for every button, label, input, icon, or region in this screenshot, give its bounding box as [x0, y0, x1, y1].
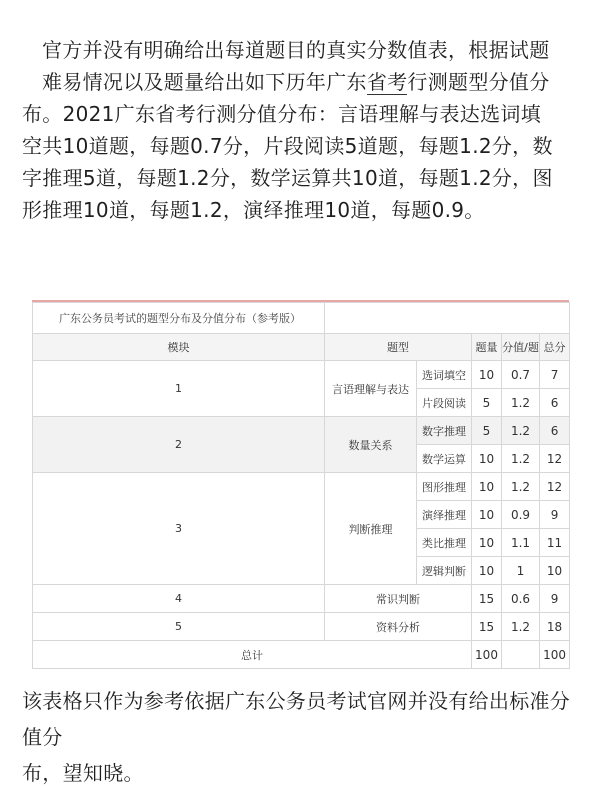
table-header-row [33, 334, 570, 361]
type-cell: 图形推理 [417, 473, 472, 501]
count-cell: 15 [472, 613, 502, 641]
total-label: 总计 [33, 641, 472, 669]
count-cell: 5 [472, 389, 502, 417]
header-total: 总分 [540, 334, 570, 361]
table-row [33, 417, 570, 445]
intro-line-2a: 难易情况以及题量给出如下历年广东 [42, 70, 367, 94]
total-cell: 10 [540, 557, 570, 585]
group-cell: 常识判断 [325, 585, 472, 613]
count-cell: 10 [472, 473, 502, 501]
intro-line-2b: 行测题型分值分 [407, 70, 550, 94]
type-cell: 类比推理 [417, 529, 472, 557]
group-cell: 判断推理 [325, 473, 417, 585]
score-table-image [32, 300, 569, 674]
module-cell: 2 [33, 417, 325, 473]
value-cell: 0.7 [502, 361, 540, 389]
total-cell: 6 [540, 389, 570, 417]
value-cell: 1 [502, 557, 540, 585]
count-cell: 15 [472, 585, 502, 613]
header-type: 题型 [325, 334, 472, 361]
module-cell: 4 [33, 585, 325, 613]
count-cell: 10 [472, 557, 502, 585]
value-cell: 1.2 [502, 613, 540, 641]
header-value: 分值/题 [502, 334, 540, 361]
total-cell: 7 [540, 361, 570, 389]
intro-paragraph [22, 34, 582, 226]
value-cell: 1.2 [502, 473, 540, 501]
intro-line-4: 空共10道题，每题0.7分，片段阅读5道题，每题1.2分，数 [22, 134, 553, 158]
value-cell: 1.1 [502, 529, 540, 557]
value-cell: 1.2 [502, 389, 540, 417]
type-cell: 数学运算 [417, 445, 472, 473]
module-cell: 3 [33, 473, 325, 585]
value-cell: 1.2 [502, 417, 540, 445]
outro-line-1: 该表格只作为参考依据广东公务员考试官网并没有给出标准分值分 [22, 689, 571, 749]
intro-line-6: 形推理10道，每题1.2，演绎推理10道，每题0.9。 [22, 198, 485, 222]
module-cell: 1 [33, 361, 325, 417]
table-row [33, 361, 570, 389]
total-cell: 11 [540, 529, 570, 557]
outro-line-2: 布，望知晓。 [22, 761, 144, 785]
group-cell: 数量关系 [325, 417, 417, 473]
group-cell: 言语理解与表达 [325, 361, 417, 417]
table-row [33, 585, 570, 613]
group-cell: 资料分析 [325, 613, 472, 641]
intro-line-1: 官方并没有明确给出每道题目的真实分数值表，根据试题 [42, 38, 550, 62]
value-cell: 0.6 [502, 585, 540, 613]
total-cell: 9 [540, 585, 570, 613]
table-caption-row [33, 303, 570, 334]
count-cell: 10 [472, 361, 502, 389]
table-row [33, 613, 570, 641]
total-count: 100 [472, 641, 502, 669]
type-cell: 选词填空 [417, 361, 472, 389]
count-cell: 10 [472, 501, 502, 529]
province-exam-link[interactable]: 省考 [366, 70, 408, 94]
type-cell: 数字推理 [417, 417, 472, 445]
intro-line-2 [22, 66, 582, 98]
total-cell: 6 [540, 417, 570, 445]
module-cell: 5 [33, 613, 325, 641]
count-cell: 5 [472, 417, 502, 445]
intro-line-3: 布。2021广东省考行测分值分布：言语理解与表达选词填 [22, 102, 541, 126]
table-total-row [33, 641, 570, 669]
type-cell: 逻辑判断 [417, 557, 472, 585]
total-cell: 18 [540, 613, 570, 641]
table-row [33, 473, 570, 501]
total-cell: 12 [540, 445, 570, 473]
value-cell: 0.9 [502, 501, 540, 529]
total-cell: 12 [540, 473, 570, 501]
value-cell: 1.2 [502, 445, 540, 473]
score-table [32, 302, 570, 669]
total-score: 100 [540, 641, 570, 669]
header-module: 模块 [33, 334, 325, 361]
intro-line-5: 字推理5道，每题1.2分，数学运算共10道，每题1.2分，图 [22, 166, 553, 190]
header-count: 题量 [472, 334, 502, 361]
type-cell: 片段阅读 [417, 389, 472, 417]
total-cell: 9 [540, 501, 570, 529]
table-caption: 广东公务员考试的题型分布及分值分布（参考版） [33, 303, 325, 334]
count-cell: 10 [472, 529, 502, 557]
type-cell: 演绎推理 [417, 501, 472, 529]
count-cell: 10 [472, 445, 502, 473]
outro-paragraph [22, 683, 582, 791]
